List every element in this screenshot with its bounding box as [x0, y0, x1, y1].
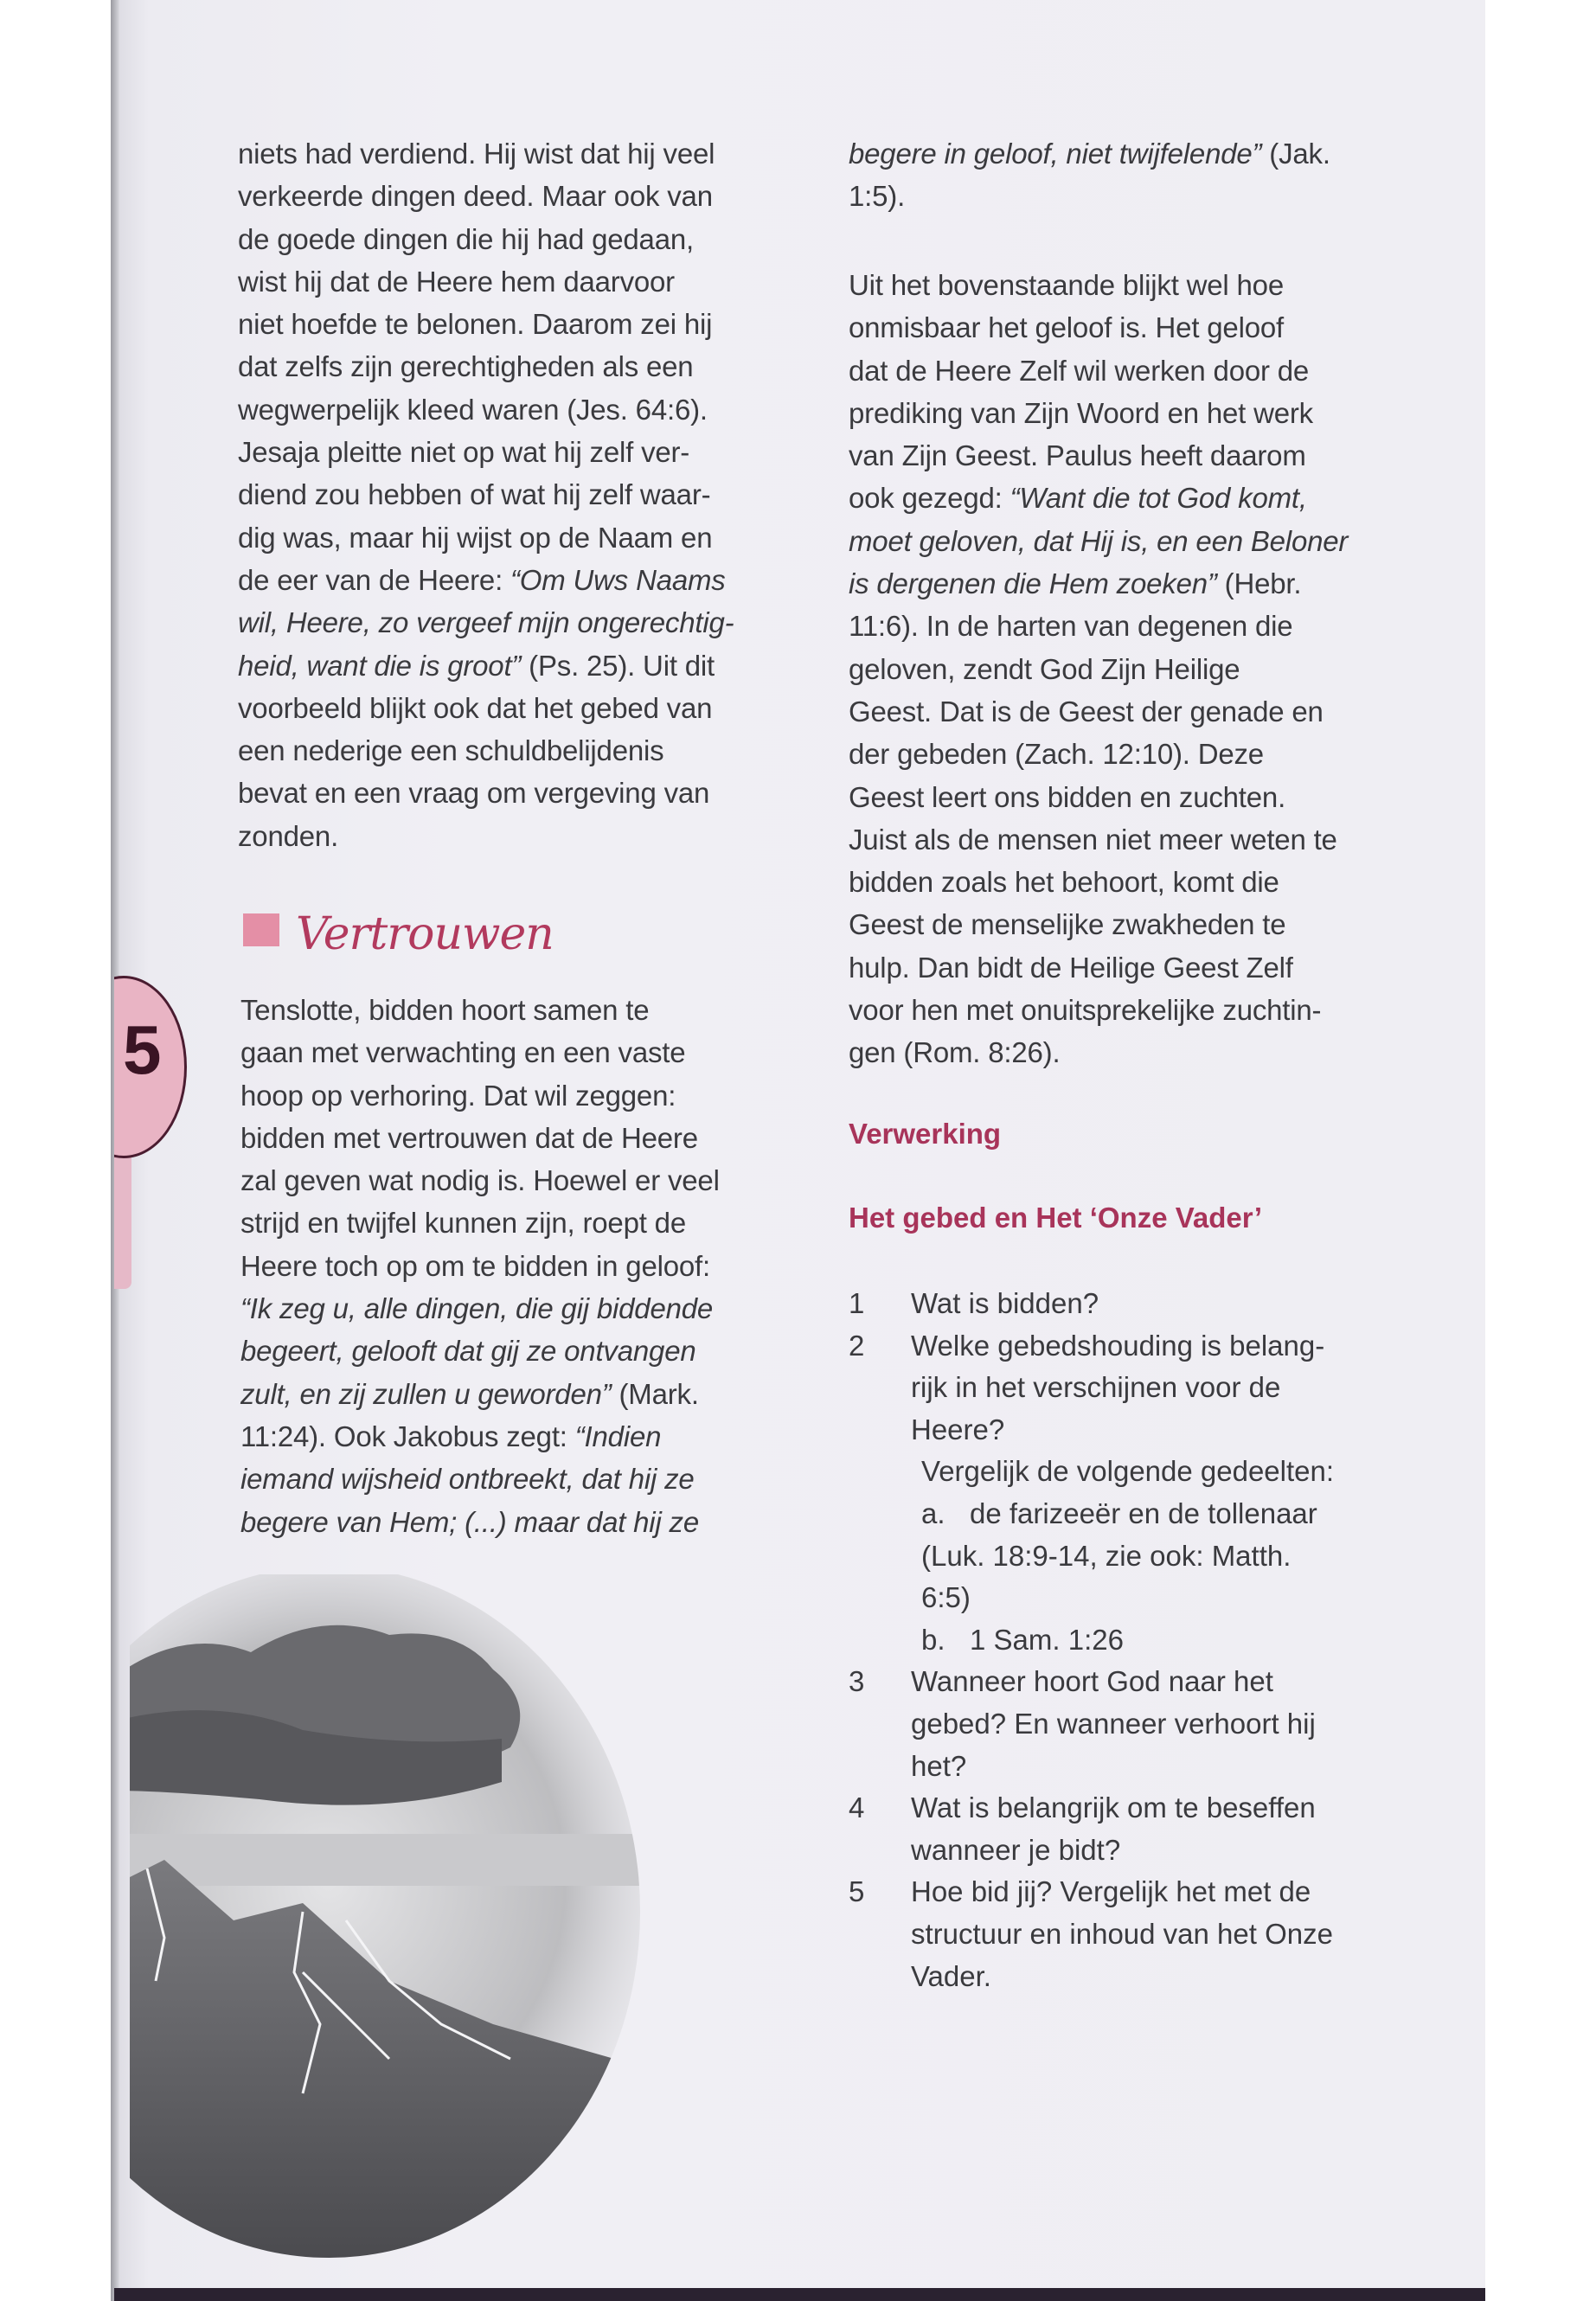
text-segment: Tenslotte, bidden hoort samen te	[240, 994, 650, 1026]
question-number: 4	[849, 1791, 865, 1824]
text-line	[238, 687, 734, 729]
text-line	[849, 690, 1348, 733]
text-line	[238, 644, 734, 687]
text-line	[849, 903, 1348, 945]
question-number: 2	[849, 1329, 865, 1362]
text-line	[849, 989, 1348, 1031]
italic-quote: “Ik zeg u, alle dingen, die gij biddende	[240, 1292, 714, 1325]
question-text: Heere?	[911, 1413, 1005, 1445]
chapter-tab	[114, 1142, 131, 1289]
text-segment: bevat en een vraag om vergeving van	[238, 777, 710, 810]
question-number	[849, 1830, 911, 1872]
text-line	[849, 946, 1348, 989]
sub-text: (Luk. 18:9-14, zie ook: Matth.	[921, 1539, 1292, 1572]
page-bottom-edge	[114, 2288, 1485, 2301]
text-line	[849, 648, 1348, 690]
text-line	[240, 1159, 720, 1202]
question-text: Hoe bid jij? Vergelijk het met de	[911, 1875, 1311, 1908]
left-paragraph-1	[238, 132, 734, 857]
text-segment: verkeerde dingen deed. Maar ook van	[238, 180, 713, 213]
italic-quote: “Om Uws Naams	[510, 563, 726, 596]
question-line	[849, 1325, 1334, 1368]
text-segment: voor hen met onuitsprekelijke zuchtin-	[849, 994, 1322, 1027]
text-line	[240, 1373, 720, 1415]
text-segment: dat zelfs zijn gerechtigheden als een	[238, 350, 694, 383]
text-segment: bidden zoals het behoort, komt die	[849, 866, 1279, 899]
text-line	[849, 520, 1348, 562]
text-line	[238, 431, 734, 473]
section-heading-vertrouwen	[242, 908, 554, 960]
text-segment: wist hij dat de Heere hem daarvoor	[238, 265, 675, 298]
italic-quote: begere van Hem; (...) maar dat hij ze	[240, 1505, 699, 1538]
question-number	[849, 1367, 911, 1409]
heading-onze-vader: Het gebed en Het ‘Onze Vader’	[849, 1202, 1263, 1234]
question-text: Vader.	[911, 1959, 991, 1992]
text-line	[240, 1330, 720, 1372]
text-line	[240, 1245, 720, 1287]
text-line	[849, 605, 1348, 647]
text-segment: voorbeeld blijkt ook dat het gebed van	[238, 691, 713, 724]
text-segment: bidden met vertrouwen dat de Heere	[240, 1121, 698, 1154]
text-line	[240, 1458, 720, 1500]
text-segment: zonden.	[238, 819, 339, 852]
text-segment: (Ps. 25). Uit dit	[521, 649, 715, 682]
text-line	[240, 1501, 720, 1543]
text-line	[849, 349, 1348, 392]
question-text: Welke gebedshouding is belang-	[911, 1329, 1325, 1362]
text-line	[240, 1202, 720, 1244]
question-line	[849, 1956, 1334, 1998]
text-line	[849, 392, 1348, 434]
text-segment: Jesaja pleitte niet op wat hij zelf ver-	[238, 436, 690, 469]
questions-list	[849, 1283, 1334, 1997]
text-segment: (Mark.	[611, 1377, 699, 1410]
question-number: 5	[849, 1875, 865, 1908]
question-line	[849, 1283, 1334, 1325]
question-number	[849, 1913, 911, 1956]
text-segment: onmisbaar het geloof is. Het geloof	[849, 311, 1284, 344]
italic-quote: iemand wijsheid ontbreekt, dat hij ze	[240, 1463, 695, 1496]
text-segment: geloven, zendt God Zijn Heilige	[849, 652, 1240, 685]
text-line	[238, 218, 734, 260]
text-line	[238, 132, 734, 175]
text-segment: de eer van de Heere:	[238, 563, 511, 596]
italic-quote: moet geloven, dat Hij is, en een Beloner	[849, 524, 1349, 557]
text-line	[238, 388, 734, 431]
question-text: rijk in het verschijnen voor de	[911, 1371, 1281, 1404]
text-segment: dig was, maar hij wijst op de Naam en	[238, 521, 713, 554]
text-segment: 1:5).	[849, 180, 906, 213]
text-segment: 11:24). Ook Jakobus zegt:	[240, 1420, 575, 1452]
text-line	[849, 562, 1348, 605]
question-line	[849, 1661, 1334, 1703]
lightning-landscape-illustration	[130, 1574, 649, 2258]
right-paragraph-2	[849, 264, 1348, 1074]
question-line	[849, 1830, 1334, 1872]
text-segment: Geest. Dat is de Geest der genade en	[849, 695, 1324, 727]
text-line	[238, 601, 734, 644]
text-line	[240, 1031, 720, 1074]
italic-quote: “Indien	[574, 1420, 662, 1452]
question-line	[849, 1913, 1334, 1956]
text-line	[238, 815, 734, 857]
sub-item-line	[849, 1619, 1334, 1662]
text-segment: gen (Rom. 8:26).	[849, 1036, 1061, 1069]
text-line	[849, 132, 1330, 175]
right-paragraph-1	[849, 132, 1330, 218]
text-segment: prediking van Zijn Woord en het werk	[849, 396, 1313, 429]
question-text: Wat is belangrijk om te beseffen	[911, 1791, 1316, 1824]
sub-label: b.	[921, 1623, 945, 1656]
text-line	[238, 303, 734, 345]
text-line	[849, 861, 1348, 903]
text-segment: een nederige een schuldbelijdenis	[238, 734, 664, 767]
text-line	[238, 345, 734, 388]
question-text: gebed? En wanneer verhoort hij	[911, 1707, 1316, 1740]
question-line	[849, 1367, 1334, 1409]
text-line	[849, 818, 1348, 861]
text-segment: (Jak.	[1261, 138, 1330, 170]
question-line	[849, 1703, 1334, 1746]
text-line	[849, 733, 1348, 775]
section-heading-text: Vertrouwen	[296, 908, 554, 960]
text-segment: 11:6). In de harten van degenen die	[849, 610, 1293, 643]
text-line	[849, 1031, 1348, 1074]
sub-item-line	[849, 1493, 1334, 1535]
text-line	[849, 306, 1348, 349]
text-line	[238, 772, 734, 814]
text-segment: niet hoefde te belonen. Daarom zei hij	[238, 308, 713, 341]
text-segment: zal geven wat nodig is. Hoewel er veel	[240, 1164, 720, 1197]
question-line	[849, 1746, 1334, 1788]
text-line	[238, 729, 734, 772]
question-number	[849, 1956, 911, 1998]
text-line	[849, 175, 1330, 217]
text-line	[238, 516, 734, 559]
text-segment: wegwerpelijk kleed waren (Jes. 64:6).	[238, 393, 708, 426]
sub-item-line	[849, 1577, 1334, 1619]
text-line	[240, 1117, 720, 1159]
text-line	[240, 1415, 720, 1458]
italic-quote: is dergenen die Hem zoeken”	[849, 567, 1217, 600]
text-segment: Uit het bovenstaande blijkt wel hoe	[849, 269, 1284, 301]
italic-quote: heid, want die is groot”	[238, 649, 522, 682]
text-line	[240, 1074, 720, 1117]
italic-quote: begere in geloof, niet twijfelende”	[849, 138, 1262, 170]
text-segment: der gebeden (Zach. 12:10). Deze	[849, 738, 1264, 771]
sub-text: 6:5)	[921, 1581, 971, 1614]
chapter-number: 5	[123, 1011, 162, 1088]
italic-quote: “Want die tot God komt,	[1010, 482, 1307, 515]
sub-item-line	[849, 1535, 1334, 1578]
question-text: wanneer je bidt?	[911, 1833, 1121, 1866]
question-text: Wanneer hoort God naar het	[911, 1665, 1273, 1698]
question-line	[849, 1787, 1334, 1830]
question-line	[849, 1871, 1334, 1913]
text-line	[849, 264, 1348, 306]
text-line	[849, 434, 1348, 477]
question-number	[849, 1746, 911, 1788]
text-line	[238, 260, 734, 303]
italic-quote: zult, en zij zullen u geworden”	[240, 1377, 612, 1410]
text-line	[238, 559, 734, 601]
sub-label: a.	[921, 1497, 945, 1529]
question-number: 3	[849, 1665, 865, 1698]
text-segment: strijd en twijfel kunnen zijn, roept de	[240, 1207, 686, 1240]
question-line	[849, 1409, 1334, 1452]
text-segment: de goede dingen die hij had gedaan,	[238, 222, 694, 255]
text-line	[238, 175, 734, 217]
text-line	[849, 776, 1348, 818]
text-line	[240, 989, 720, 1031]
question-number	[849, 1703, 911, 1746]
question-number: 1	[849, 1287, 865, 1319]
text-segment: dat de Heere Zelf wil werken door de	[849, 354, 1310, 387]
text-segment: Geest leert ons bidden en zuchten.	[849, 780, 1286, 813]
question-text: structuur en inhoud van het Onze	[911, 1917, 1333, 1950]
text-segment: hoop op verhoring. Dat wil zeggen:	[240, 1079, 676, 1112]
text-line	[849, 477, 1348, 519]
text-segment: hulp. Dan bidt de Heilige Geest Zelf	[849, 951, 1293, 984]
text-segment: (Hebr.	[1216, 567, 1302, 600]
heading-verwerking: Verwerking	[849, 1118, 1002, 1150]
text-segment: van Zijn Geest. Paulus heeft daarom	[849, 439, 1306, 472]
text-segment: niets had verdiend. Hij wist dat hij veel	[238, 138, 715, 170]
text-line	[240, 1287, 720, 1330]
text-segment: Heere toch op om te bidden in geloof:	[240, 1249, 710, 1282]
italic-quote: begeert, gelooft dat gij ze ontvangen	[240, 1335, 696, 1368]
question-number	[849, 1409, 911, 1452]
italic-quote: wil, Heere, zo vergeef mijn ongerechtig-	[238, 606, 734, 639]
text-segment: diend zou hebben of wat hij zelf waar-	[238, 478, 711, 511]
text-line	[238, 473, 734, 516]
left-paragraph-2	[240, 989, 720, 1543]
question-text: Wat is bidden?	[911, 1287, 1099, 1319]
sub-text: de farizeeër en de tollenaar	[970, 1497, 1317, 1529]
text-segment: gaan met verwachting en een vaste	[240, 1036, 686, 1069]
sub-text: 1 Sam. 1:26	[970, 1623, 1124, 1656]
question-text: het?	[911, 1749, 967, 1782]
text-segment: Juist als de mensen niet meer weten te	[849, 823, 1337, 856]
text-segment: ook gezegd:	[849, 482, 1010, 515]
text-segment: Geest de menselijke zwakheden te	[849, 908, 1286, 941]
sub-intro: Vergelijk de volgende gedeelten:	[921, 1455, 1335, 1488]
